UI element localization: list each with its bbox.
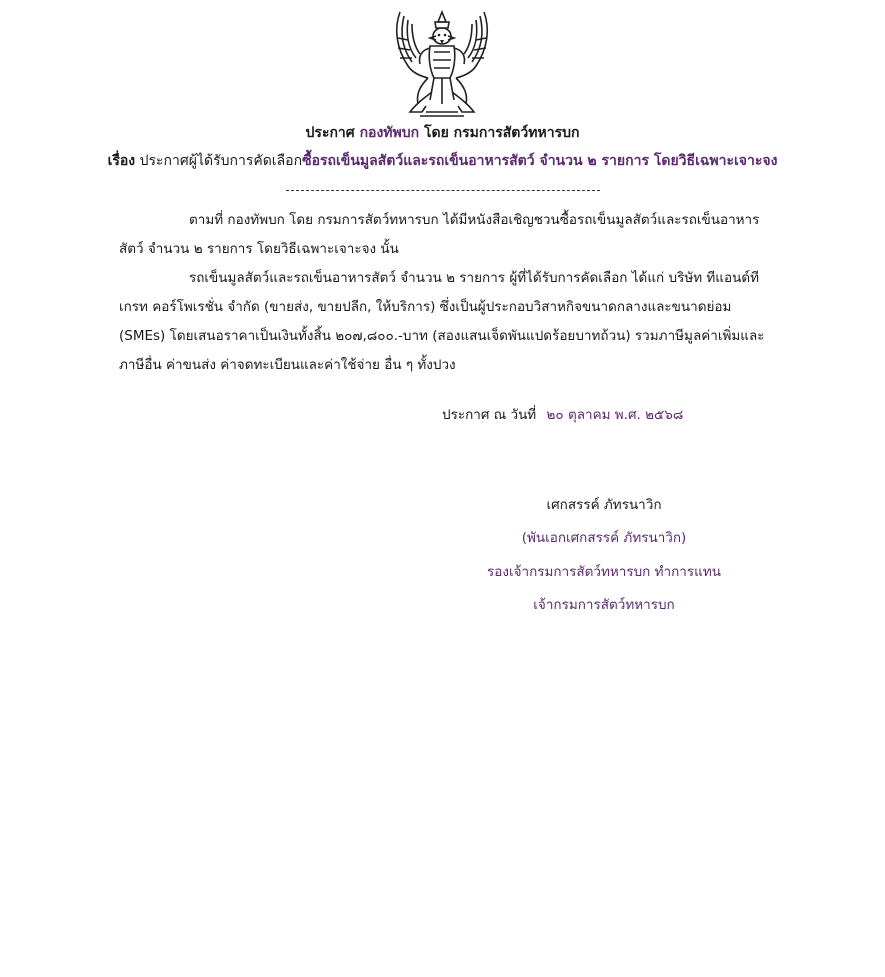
garuda-emblem-icon	[390, 8, 494, 120]
signature-rank-name: (พันเอกเศกสรรค์ ภัทรนาวิก)	[521, 530, 687, 546]
title-divider	[286, 190, 600, 191]
announcement-subject	[0, 151, 885, 171]
subject-label: เรื่อง	[107, 153, 136, 169]
date-value: ๒๐ ตุลาคม พ.ศ. ๒๕๖๘	[546, 407, 684, 423]
announcement-title	[0, 123, 885, 143]
signature-position-2: เจ้ากรมการสัตว์ทหารบก	[533, 597, 675, 613]
title-org: กองทัพบก	[359, 125, 420, 141]
paragraph-2-text: รถเข็นมูลสัตว์และรถเข็นอาหารสัตว์ จำนวน ๒ รายการ ผู้ที่ได้รับการคัดเลือก ได้แก่ บริษัท ทีแอนด์ที เกรท คอร์โพเรชั่น จำกัด (ขายส่ง, ขายปลีก, ให้บริการ) ซึ่งเป็นผู้ประกอบวิสาหกิจขนาดกลางและขนาดย่อม (SMEs) โดยเสนอราคาเป็นเงินทั้งสิ้น ๒๐๗,๘๐๐.-บาท (สองแสนเจ็ดพันแปดร้อยบาทถ้วน) รวมภาษีมูลค่าเพิ่มและภาษีอื่น ค่าขนส่ง ค่าจดทะเบียนและค่าใช้จ่าย อื่น ๆ ทั้งปวง	[119, 270, 765, 373]
signature-name: เศกสรรค์ ภัทรนาวิก	[546, 497, 662, 513]
body-paragraph-1	[119, 206, 769, 264]
subject-intro: ประกาศผู้ได้รับการคัดเลือก	[139, 153, 303, 169]
title-suffix: โดย กรมการสัตว์ทหารบก	[423, 125, 580, 141]
date-label: ประกาศ ณ วันที่	[442, 407, 537, 423]
paragraph-1-text: ตามที่ กองทัพบก โดย กรมการสัตว์ทหารบก ได้มีหนังสือเชิญชวนซื้อรถเข็นมูลสัตว์และรถเข็นอาหารสัตว์ จำนวน ๒ รายการ โดยวิธีเฉพาะเจาะจง นั้น	[119, 212, 760, 257]
title-prefix: ประกาศ	[305, 125, 355, 141]
body-paragraph-2	[119, 264, 769, 380]
announcement-date	[442, 404, 683, 426]
signature-position: รองเจ้ากรมการสัตว์ทหารบก ทำการแทน	[487, 564, 721, 580]
subject-main: ซื้อรถเข็นมูลสัตว์และรถเข็นอาหารสัตว์ จำนวน ๒ รายการ โดยวิธีเฉพาะเจาะจง	[302, 153, 778, 169]
